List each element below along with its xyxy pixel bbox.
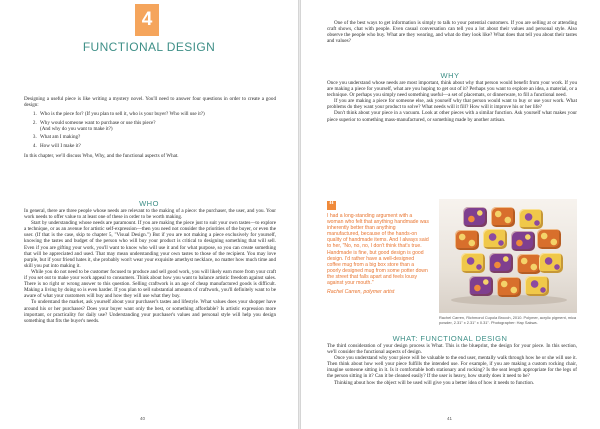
brooch-photo: [439, 199, 577, 313]
photo-caption: Rachel Carren, Richmond Cupola Brooch, 2010. Polymer, acrylic pigment, mica powder, 2.31" x 2.31" x 0.31". Photographer: Hap Sakwa.: [439, 315, 577, 325]
pull-quote: [327, 201, 429, 295]
pull-quote-attribution: Rachel Carren, polymer artist: [327, 289, 395, 296]
intro-block: [24, 96, 276, 159]
what-heading: WHAT: FUNCTIONAL DESIGN: [392, 334, 508, 343]
chapter-title: FUNCTIONAL DESIGN: [82, 40, 216, 54]
question-item: [38, 120, 276, 132]
question-item: [38, 111, 276, 117]
question-subtext: (And why do you want to make it?): [40, 125, 113, 132]
why-body: [327, 80, 577, 123]
cube-tile: [511, 231, 535, 251]
cube-tile: [489, 253, 513, 273]
question-list: [24, 111, 276, 149]
who-heading: WHO: [139, 199, 159, 208]
cube-tile: [519, 209, 543, 229]
why-paragraph: If you are making a piece for someone else, ask yourself why that person would want to buy or use your work. What problems do they want your product to solve? What needs will it fill? How will it improve his or her life?: [327, 98, 577, 111]
question-text: Who is the piece for? (If you plan to sell it, who is your buyer? Who will use it?): [40, 111, 205, 118]
cube-tile: [463, 207, 487, 227]
right-page: [301, 0, 599, 429]
left-page: [0, 0, 299, 429]
chapter-number: 4: [141, 9, 153, 30]
who-paragraph: While you do not need to be customer focused to produce and sell good work, you will likely earn more from your craft if you set out to make your work appeal to consumers. Think about how you want to balance artistic freedom against sales. There is no right or wrong answer to this question. Selling craftwork is an age of cheap manufactured goods is difficult. Making a living by doing so is even harder. If you plan to sell substantial amounts of craftwork, you'll definitely want to be aware of what your customers will buy and how they will use what they buy.: [24, 268, 276, 300]
who-body: [24, 208, 276, 324]
who-paragraph: In general, there are three people whose needs are relevant to the making of a piece: the purchaser, the user, and you. Your work needs to offer value to at least one of these in order to be worth making.: [24, 208, 276, 221]
question-text: Why would someone want to purchase or use this piece?: [40, 119, 156, 126]
opening-paragraph: One of the best ways to get information is simply to talk to your potential customers. If you are selling at or attending craft shows, chat with people. Even casual conversation can tell you a lot about their values and personal style. Also observe the people who buy. What are they wearing, and what do they look like? What does that tell you about their tastes and values?: [327, 20, 577, 45]
who-paragraph: Start by understanding whose needs are paramount. If you are making the piece just to suit your own tastes—to explore a technique, or as an avenue for artistic self-expression—then you need not consider the priorities of the buyer, or even the user. (If that is the case, skip to chapter 5, "Visual Design.") But if you are not making a piece exclusively for yourself, knowing the tastes and budget of the person who will buy your product is critical to designing something that will sell. Even if you are gifting your work, you'll want to know who will use it and for what purpose, so you can create something that will be appreciated and used. That may mean understanding your own tastes to those of the recipient. You may love purple, but if your friend hates it, she probably won't wear your exquisite amethyst necklace, no matter how much time and skill you put into making it.: [24, 220, 276, 269]
cube-tile: [469, 276, 493, 296]
cube-tile: [483, 229, 507, 249]
chapter-note: In this chapter, we'll discuss Who, Why, and the functional aspects of What.: [24, 153, 179, 160]
cube-tile: [539, 253, 563, 273]
cube-tile: [461, 253, 485, 273]
cube-tile: [537, 229, 561, 249]
why-paragraph: Once you understand whose needs are most important, think about why that person would benefit from your work. If you are making a piece for yourself, what are you hoping to get out of it? Perhaps you want to explore an idea, a material, or a technique. Or perhaps you simply need something useful—a set of placemats, or dinnerware, to fill a functional need.: [327, 80, 577, 99]
cupola-cubes: [453, 207, 563, 301]
cube-tile: [525, 276, 549, 296]
why-paragraph: Don't think about your piece in a vacuum. Look at other pieces with a similar function. Ask yourself what makes your piece superior to something mass-manufactured, or something made by another artisan.: [327, 110, 577, 123]
pull-quote-text: I had a long-standing argument with a woman who felt that anything handmade was inherently better than anything manufactured, because of the hands-on quality of handmade items. And I always said to her, "No, no, no, I don't think that's true. Handmade is fine, but good design is good design. I'd rather have a well-designed coffee mug from a big box store than a poorly designed mug from some potter down the street that falls apart and feels lousy against your mouth.": [327, 213, 429, 287]
what-paragraph: The third consideration of your design process is What. This is the blueprint, the design for your piece. In this section, we'll consider the functional aspects of design.: [327, 343, 577, 356]
cube-tile: [491, 207, 515, 227]
what-paragraph: Once you understand why your piece will be valuable to the end user, mentally walk through how he or she will use it. Then think about how well your piece fulfills the intended use. For example, if you are making a custom rocking chair, imagine someone sitting in it. Is it comfortable both stationary and rocking? Is the seat length appropriate for the legs of the person sitting in it? Can it be cleaned easily? If the user is heavy, how sturdy does it need to be?: [327, 355, 577, 380]
opening-block: [327, 20, 577, 44]
question-item: [38, 134, 276, 140]
what-body: [327, 343, 577, 386]
cube-tile: [455, 230, 479, 250]
who-paragraph: To understand the market, ask yourself about your purchaser's tastes and lifestyle. What values does your shopper have around his or her purchases? Does your buyer want only the best, or something affordable? Is artistic expression more important, or practicality for daily use? Understanding your purchaser's values and personal style will help you design something that fits the buyer's needs.: [24, 299, 276, 324]
chapter-number-box: [135, 4, 159, 36]
question-text: What am I making?: [40, 134, 81, 141]
question-text: How will I make it?: [40, 143, 81, 150]
cube-tile: [517, 254, 541, 274]
page-number-left: 40: [140, 416, 146, 421]
intro-paragraph: Designing a useful piece is like writing a mystery novel. You'll need to answer four questions in order to create a good design:: [24, 96, 276, 109]
why-heading: WHY: [440, 71, 460, 80]
cube-tile: [497, 277, 521, 297]
what-paragraph: Thinking about how the object will be used will give you a better idea of how it needs to function.: [334, 379, 535, 386]
quote-mark-icon: “: [329, 201, 334, 210]
question-item: [38, 143, 276, 149]
page-number-right: 41: [447, 416, 453, 421]
